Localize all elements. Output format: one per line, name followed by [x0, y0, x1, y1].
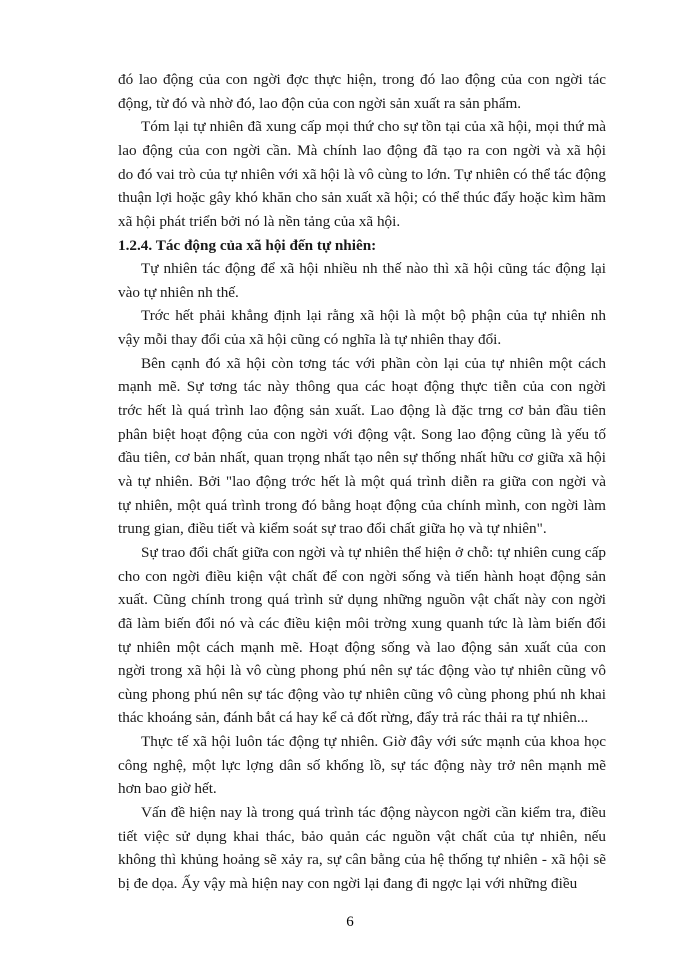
text-line: công nghệ, một lực lợng dân số khổng lồ, sự tác động này trở nên mạnh mẽ	[118, 757, 606, 774]
text-line: ngời trong xã hội là vô cùng phong phú nên sự tác động vào tự nhiên cũng vô	[118, 662, 606, 679]
section-heading: 1.2.4. Tác động của xã hội đến tự nhiên:	[118, 237, 377, 254]
text-line: thác khoáng sản, đánh bắt cá hay kể cả đốt rừng, đẩy trả rác thải ra tự nhiên...	[118, 709, 589, 726]
text-line: tự nhiên, một quá trình trong đó bằng hoạt động của chính mình, con ngời làm	[118, 497, 606, 514]
text-line: đã làm biến đổi nó và các điều kiện môi trờng xung quanh tức là làm biến đổi	[118, 615, 606, 632]
text-line: phân biệt hoạt động của con ngời với động vật. Song lao động cũng là yếu tố	[118, 426, 606, 443]
text-line: Bên cạnh đó xã hội còn tơng tác với phần còn lại của tự nhiên một cách	[141, 355, 606, 372]
text-line: cho con ngời điều kiện vật chất để con ngời sống và tiến hành hoạt động sản	[118, 568, 606, 585]
text-line: xã hội phát triển bởi nó là nền tảng của xã hội.	[118, 213, 401, 230]
text-line: do đó vai trò của tự nhiên với xã hội là vô cùng to lớn. Tự nhiên có thể tác động	[118, 166, 606, 183]
text-line: động, từ đó và nhờ đó, lao độn của con ngời sản xuất ra sản phẩm.	[118, 95, 522, 112]
text-line: trớc hết là quá trình lao động sản xuất. Lao động là đặc trng cơ bản đầu tiên	[118, 402, 606, 419]
text-line: trung gian, điều tiết và kiểm soát sự trao đổi chất giữa họ và tự nhiên".	[118, 520, 547, 537]
text-line: tiết việc sử dụng khai thác, bảo quản các nguồn vật chất của tự nhiên, nếu	[118, 828, 606, 845]
text-line: và tự nhiên. Bởi "lao động trớc hết là một quá trình diễn ra giữa con ngời và	[118, 473, 606, 490]
text-line: đó lao động của con ngời đợc thực hiện, trong đó lao động của con ngời tác	[118, 71, 606, 88]
text-line: Trớc hết phải khẳng định lại rằng xã hội là một bộ phận của tự nhiên nh	[141, 307, 606, 324]
text-line: Tóm lại tự nhiên đã xung cấp mọi thứ cho sự tồn tại của xã hội, mọi thứ mà	[141, 118, 606, 135]
text-line: Vấn đề hiện nay là trong quá trình tác động nàycon ngời cần kiểm tra, điều	[141, 804, 606, 821]
text-line: Thực tế xã hội luôn tác động tự nhiên. Giờ đây với sức mạnh của khoa học	[141, 733, 606, 750]
text-line: mạnh mẽ. Sự tơng tác này thông qua các hoạt động thực tiễn của con ngời	[118, 378, 606, 395]
text-line: cùng phong phú nên sự tác động vào tự nhiên cũng vô cùng phong phú nh khai	[118, 686, 606, 703]
text-line: hơn bao giờ hết.	[118, 780, 217, 797]
text-line: đầu tiên, cơ bản nhất, quan trọng nhất tạo nên sự thống nhất hữu cơ giữa xã hội	[118, 449, 606, 466]
text-line: không thì khủng hoảng sẽ xảy ra, sự cân bằng của hệ thống tự nhiên - xã hội sẽ	[118, 851, 606, 868]
text-line: Tự nhiên tác động để xã hội nhiều nh thế nào thì xã hội cũng tác động lại	[141, 260, 606, 277]
text-line: thuận lợi hoặc gây khó khăn cho sản xuất xã hội; có thể thúc đẩy hoặc kìm hãm	[118, 189, 606, 206]
text-line: xuất. Cũng chính trong quá trình sử dụng những nguồn vật chất này con ngời	[118, 591, 606, 608]
text-line: vậy mỗi thay đổi của xã hội cũng có nghĩa là tự nhiên thay đổi.	[118, 331, 502, 348]
text-line: Sự trao đổi chất giữa con ngời và tự nhiên thể hiện ở chỗ: tự nhiên cung cấp	[141, 544, 606, 561]
text-line: lao động của con ngời cần. Mà chính lao động đã tạo ra con ngời và xã hội	[118, 142, 606, 159]
text-line: tự nhiên một cách mạnh mẽ. Hoạt động sống và lao động sản xuất của con	[118, 639, 606, 656]
text-line: vào tự nhiên nh thế.	[118, 284, 239, 301]
page-number: 6	[346, 914, 354, 930]
text-line: bị đe dọa. Ấy vậy mà hiện nay con ngời lại đang đi ngợc lại với những điều	[118, 875, 578, 892]
